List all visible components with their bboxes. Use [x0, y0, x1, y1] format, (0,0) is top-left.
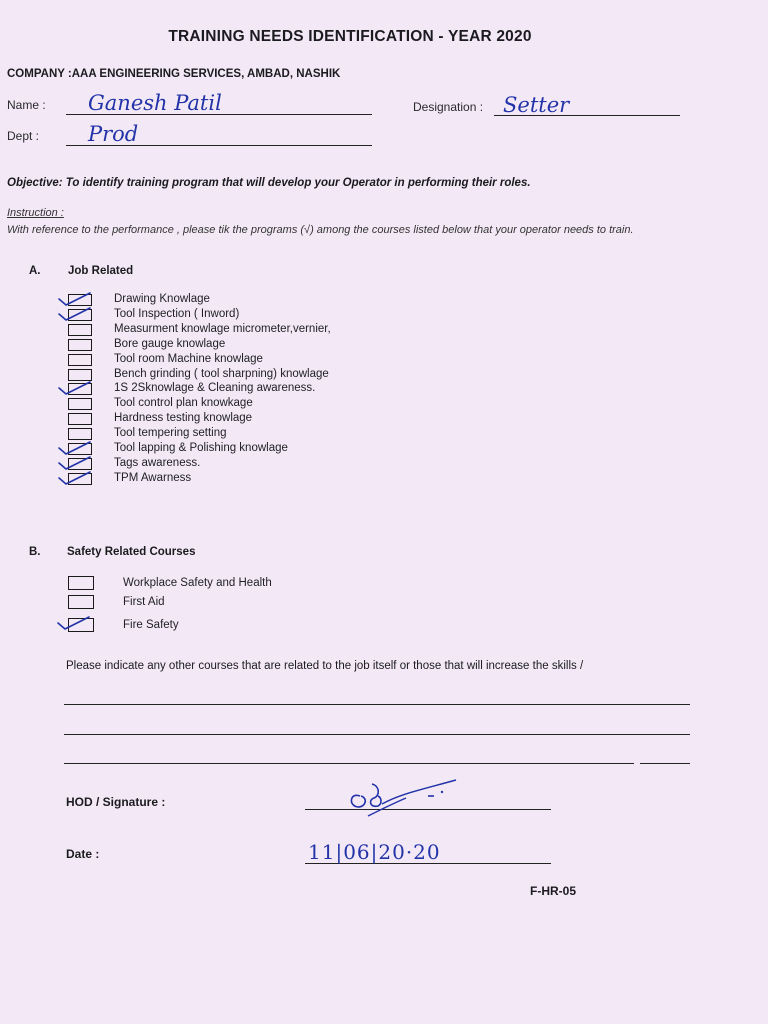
- job-related-item-label: TPM Awarness: [114, 472, 192, 484]
- section-a-letter: A.: [29, 265, 41, 277]
- job-related-checkbox[interactable]: [68, 398, 92, 410]
- date-label: Date :: [66, 847, 100, 861]
- name-value[interactable]: Ganesh Patil: [88, 91, 222, 115]
- checkmark-icon: [57, 615, 91, 631]
- job-related-item-label: Drawing Knowlage: [114, 293, 210, 305]
- safety-course-item-label: Workplace Safety and Health: [123, 577, 272, 589]
- name-label: Name :: [7, 98, 46, 112]
- instruction-heading: Instruction :: [7, 207, 64, 219]
- safety-course-item-label: Fire Safety: [123, 619, 179, 631]
- job-related-item-label: Tags awareness.: [114, 457, 201, 469]
- designation-label: Designation :: [413, 100, 484, 114]
- job-related-checkbox[interactable]: [68, 324, 92, 336]
- hod-signature-mark[interactable]: [320, 776, 470, 834]
- job-related-item-label: Tool control plan knowkage: [114, 397, 253, 409]
- job-related-item-label: Tool room Machine knowlage: [114, 353, 263, 365]
- job-related-checkbox[interactable]: [68, 354, 92, 366]
- job-related-item-label: Bench grinding ( tool sharpning) knowlage: [114, 368, 329, 380]
- job-related-item-label: Tool tempering setting: [114, 427, 227, 439]
- section-b-title: Safety Related Courses: [67, 546, 196, 558]
- date-value[interactable]: 11|06|20·20: [308, 840, 441, 864]
- checkmark-icon: [58, 291, 92, 307]
- section-a-title: Job Related: [68, 265, 134, 277]
- company-line: COMPANY :AAA ENGINEERING SERVICES, AMBAD, NASHIK: [7, 68, 341, 80]
- other-courses-line-1[interactable]: [64, 704, 690, 705]
- job-related-item-label: Bore gauge knowlage: [114, 338, 226, 350]
- section-b-letter: B.: [29, 546, 41, 558]
- instruction-text: With reference to the performance , please tik the programs (√) among the courses listed below that your operator needs to train.: [7, 224, 634, 236]
- checkmark-icon: [58, 306, 92, 322]
- job-related-item-label: Hardness testing knowlage: [114, 412, 253, 424]
- other-courses-line-3b[interactable]: [640, 763, 690, 764]
- form-code: F-HR-05: [530, 884, 577, 898]
- form-title: TRAINING NEEDS IDENTIFICATION - YEAR 2020: [168, 28, 532, 45]
- job-related-checkbox[interactable]: [68, 413, 92, 425]
- job-related-item-label: 1S 2Sknowlage & Cleaning awareness.: [114, 382, 316, 394]
- safety-course-checkbox[interactable]: [68, 595, 94, 609]
- checkmark-icon: [58, 470, 92, 486]
- dept-label: Dept :: [7, 129, 40, 143]
- other-courses-line-3[interactable]: [64, 763, 634, 764]
- safety-course-item-label: First Aid: [123, 596, 165, 608]
- designation-value[interactable]: Setter: [503, 93, 570, 117]
- job-related-item-label: Measurment knowlage micrometer,vernier,: [114, 323, 331, 335]
- job-related-checkbox[interactable]: [68, 339, 92, 351]
- dept-value[interactable]: Prod: [88, 122, 139, 146]
- checkmark-icon: [58, 380, 92, 396]
- checkmark-icon: [58, 440, 92, 456]
- job-related-item-label: Tool lapping & Polishing knowlage: [114, 442, 288, 454]
- safety-course-checkbox[interactable]: [68, 576, 94, 590]
- hod-signature-label: HOD / Signature :: [66, 795, 166, 809]
- checkmark-icon: [58, 455, 92, 471]
- objective-text: Objective: To identify training program that will develop your Operator in performing their roles.: [7, 177, 531, 189]
- job-related-checkbox[interactable]: [68, 428, 92, 440]
- other-courses-prompt: Please indicate any other courses that are related to the job itself or those that will increase the skills /: [66, 660, 584, 672]
- job-related-item-label: Tool Inspection ( Inword): [114, 308, 240, 320]
- other-courses-line-2[interactable]: [64, 734, 690, 735]
